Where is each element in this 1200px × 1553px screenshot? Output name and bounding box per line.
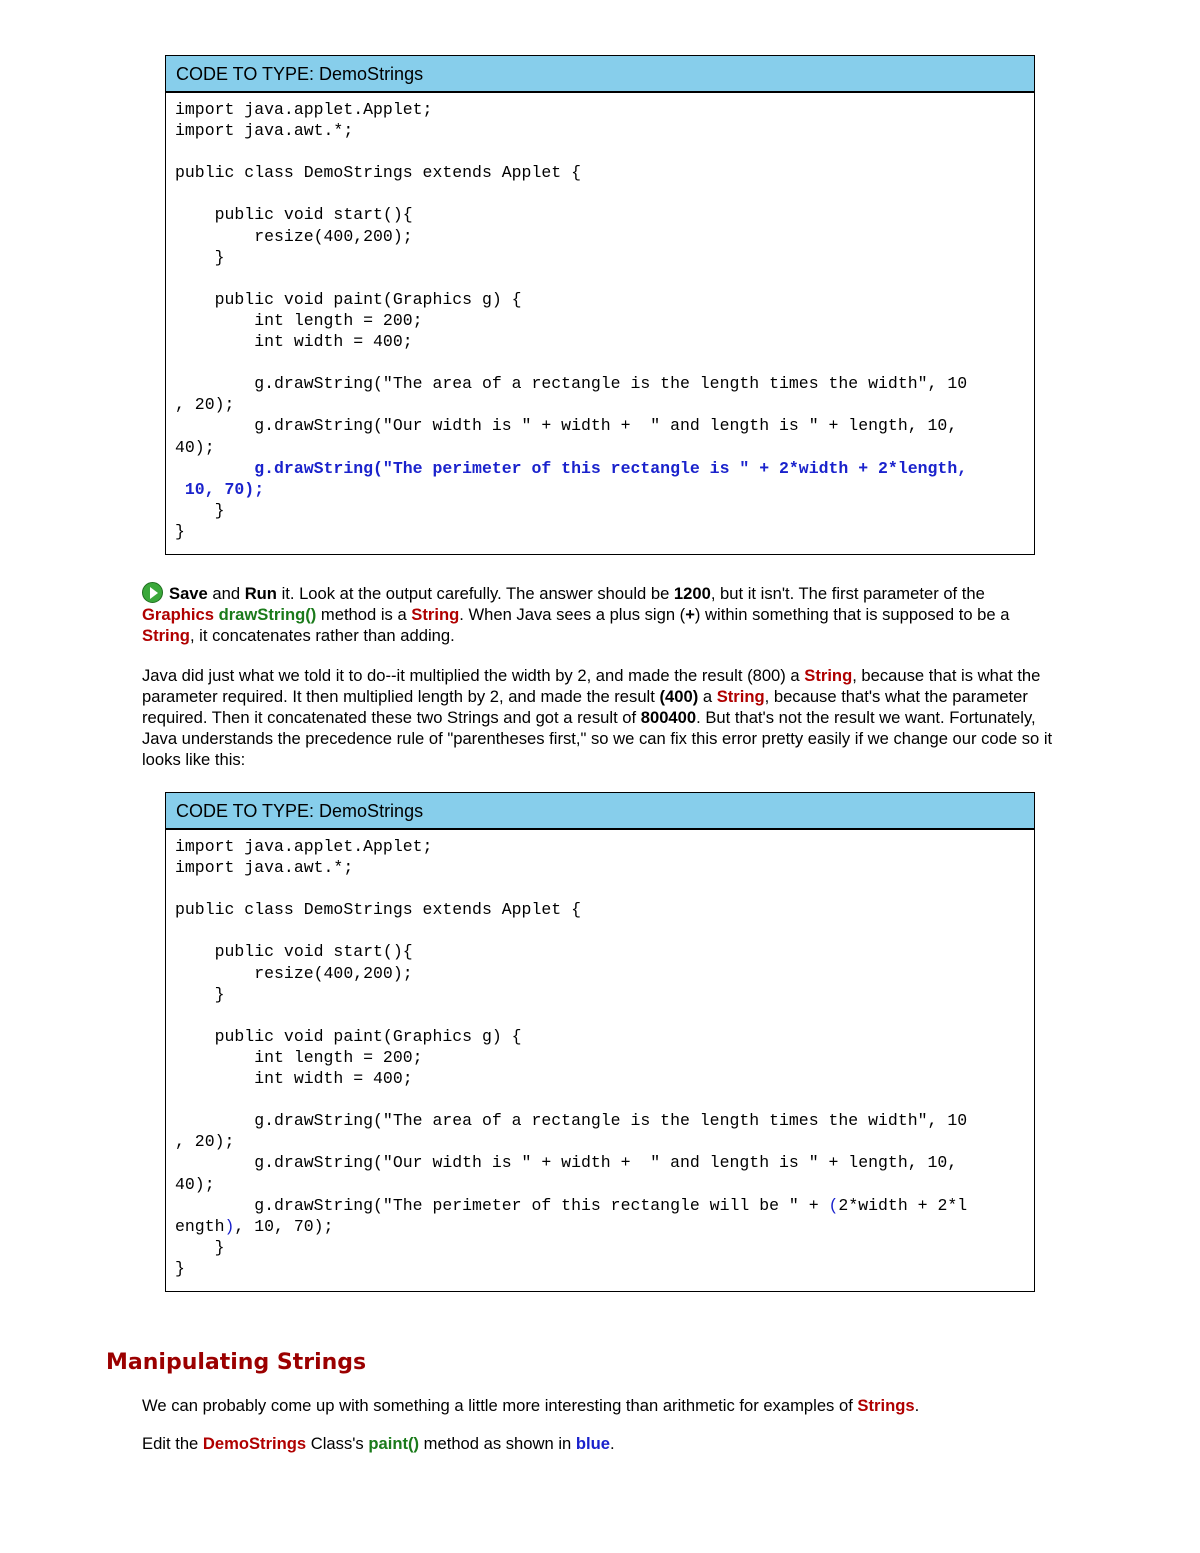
code-box-2 [165,792,1035,1292]
code-box-1-body [166,93,1034,542]
text: it. Look at the output carefully. The answer should be [276,584,674,603]
code-line: } [175,1237,225,1257]
emphasis-400: (400) [659,687,699,706]
section-heading: Manipulating Strings [106,1350,367,1375]
code-line [175,1196,967,1215]
text: method is a [316,605,412,624]
code-line: public void start(){ [175,205,413,225]
text: and [207,584,245,603]
keyword-demostrings: DemoStrings [202,1434,307,1453]
run-icon [142,582,163,603]
text: . When Java sees a plus sign ( [459,605,686,624]
code-line: , 20); [175,1132,235,1152]
code-fragment: g.drawString("The perimeter of this rectangle will be " + [175,1195,829,1215]
text: a [698,687,717,706]
text: We can probably come up with something a little more interesting than arithmetic for examples of [142,1396,858,1415]
code-line: public void paint(Graphics g) { [175,289,522,309]
paragraph-save-run [142,582,1057,646]
code-line: public void start(){ [175,942,413,962]
code-fragment: ength [175,1216,225,1236]
code-line: import java.awt.*; [175,121,354,141]
code-line: g.drawString("The area of a rectangle is the length times the width", 10 [175,1111,968,1131]
code-box-1 [165,55,1035,555]
paragraph-edit-instruction [142,1433,1057,1454]
text: . [609,1434,615,1453]
code-line: g.drawString("Our width is " + width + " and length is " + length, 10, [175,1153,958,1173]
keyword-string: String [142,626,190,645]
code-line: g.drawString("The area of a rectangle is the length times the width", 10 [175,374,968,394]
code-line: 40); [175,1174,215,1194]
plus-sign: + [685,605,695,624]
text: . But that's not the result we want. Fortunately, Java understands the precedence rule of "parentheses first," so we can fix this error pretty easily if we change our code so it looks like this: [142,708,1053,769]
keyword-strings: Strings [857,1396,915,1415]
text: Java did just what we told it to do--it multiplied the width by 2, and made the result (800) a [142,666,805,685]
code-line: int width = 400; [175,1069,413,1089]
text: Edit the [142,1434,203,1453]
code-line: } [175,500,225,520]
code-line: } [175,521,185,541]
keyword-paint: paint() [368,1434,420,1453]
code-line [175,1217,333,1236]
code-paren-close: ) [224,1216,235,1236]
keyword-blue: blue [575,1434,610,1453]
code-line: } [175,247,225,267]
code-line: resize(400,200); [175,963,413,983]
keyword-string: String [411,605,460,624]
code-line: , 20); [175,395,235,415]
emphasis-1200: 1200 [673,584,711,603]
code-line: import java.applet.Applet; [175,100,433,119]
text: . [914,1396,920,1415]
code-fragment: , 10, 70); [234,1216,334,1236]
keyword-string: String [716,687,765,706]
code-line: int length = 200; [175,1047,423,1067]
code-line: resize(400,200); [175,226,413,246]
code-line-highlighted: 10, 70); [175,479,265,499]
code-line: import java.awt.*; [175,858,354,878]
text: Class's [306,1434,369,1453]
text: , it concatenates rather than adding. [189,626,455,645]
text: , but it isn't. The first parameter of the [710,584,985,603]
code-line: public void paint(Graphics g) { [175,1026,522,1046]
paragraph-intro [142,1395,1057,1416]
code-line: public class DemoStrings extends Applet { [175,163,581,183]
code-line: int width = 400; [175,332,413,352]
text: ) within something that is supposed to be a [694,605,1010,624]
code-box-2-body [166,830,1034,1279]
text: , because that's what the parameter required. Then it concatenated these two Strings and got a result of [142,687,1028,727]
code-box-2-header: CODE TO TYPE: DemoStrings [166,793,1034,830]
run-label: Run [244,584,277,603]
save-label: Save [169,584,208,603]
code-line: int length = 200; [175,310,423,330]
code-paren-open: ( [828,1195,839,1215]
code-line-highlighted: g.drawString("The perimeter of this rectangle is " + 2*width + 2*length, [175,458,968,478]
code-fragment: 2*width + 2*l [838,1195,968,1215]
text: , because that is what the parameter required. It then multiplied length by 2, and made the result [142,666,1041,706]
code-line: import java.applet.Applet; [175,837,433,856]
code-line: } [175,984,225,1004]
code-line: } [175,1258,185,1278]
code-line: 40); [175,437,215,457]
code-box-1-header: CODE TO TYPE: DemoStrings [166,56,1034,93]
keyword-string: String [804,666,853,685]
code-line: g.drawString("Our width is " + width + " and length is " + length, 10, [175,416,958,436]
keyword-graphics: Graphics [142,605,214,624]
keyword-drawstring: drawString() [218,605,317,624]
code-line: public class DemoStrings extends Applet { [175,900,581,920]
paragraph-explanation [142,665,1057,770]
text: method as shown in [419,1434,576,1453]
emphasis-800400: 800400 [640,708,697,727]
